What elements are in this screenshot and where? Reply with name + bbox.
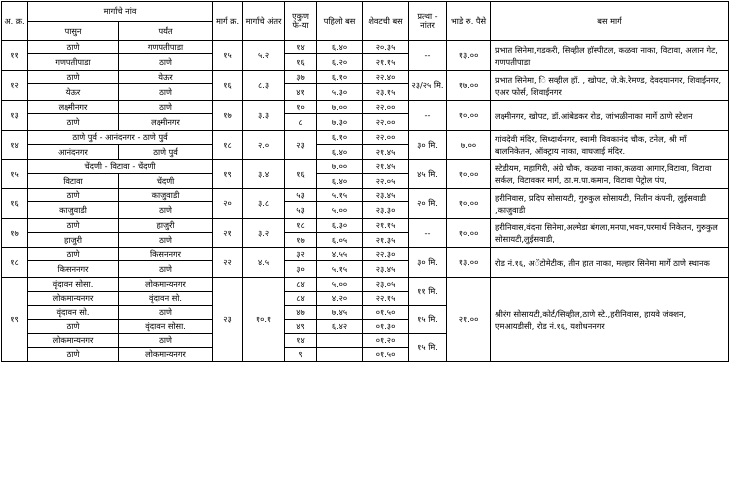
- frequency-cell: --: [409, 41, 447, 71]
- first-bus-cell: ७.३०: [317, 114, 363, 131]
- from-cell: ठाणे: [28, 189, 119, 202]
- last-bus-cell: २२.१५: [363, 292, 409, 306]
- table-row: [2, 101, 729, 114]
- route-no-cell: १८: [213, 131, 243, 160]
- trips-cell: १०: [285, 101, 317, 114]
- trips-cell: ३२: [285, 248, 317, 261]
- frequency-cell: २३/२५ मि.: [409, 71, 447, 101]
- sr-cell: १८: [2, 248, 28, 278]
- bus-route-cell: गांवदेवी मंदिर, सिध्दार्थनगर, स्वामी विवकानंद चौक, टनेल, श्री माँ बालनिकेतन, ऑक्ट्राय नाका, वाघजाई मंदिर.: [491, 131, 729, 160]
- from-cell: ठाणे: [28, 71, 119, 84]
- table-row: [2, 160, 729, 174]
- distance-cell: ३.३: [243, 101, 285, 131]
- bus-route-cell: हरीनिवास,वंदना सिनेमा,अल्मेडा बंगला,मनपा,भवन,परमार्थ निकेतन, गुरुकुल सोसायटी,लुईसवाडी,: [491, 219, 729, 248]
- sr-cell: १६: [2, 189, 28, 219]
- last-bus-cell: २२.००: [363, 101, 409, 114]
- bus-route-cell: प्रभात सिनेमा, ि सव्हील हॉ. , खोपट, जे.के.रेमण्ड, देवदयानगर, शिवाईनगर, एअर फोर्स, शिवाईनगर: [491, 71, 729, 101]
- to-cell: ठाणे: [119, 261, 213, 278]
- bus-route-cell: हरीनिवास, प्रदिप सोसायटी, गुरुकुल सोसायटी, नितीन कंपनी, लुईसवाडी ,काजुवाडी: [491, 189, 729, 219]
- header-route-name: मार्गाचे नांव: [28, 2, 213, 22]
- from-cell: गणपतीपाडा: [28, 54, 119, 71]
- sr-cell: १७: [2, 219, 28, 248]
- trips-cell: ३०: [285, 261, 317, 278]
- last-bus-cell: २२.३०: [363, 248, 409, 261]
- header-sr: अ. क्र.: [2, 2, 28, 41]
- bus-route-cell: प्रभात सिनेमा,गडकरी, सिव्हील हॉस्पीटल, कळवा नाका, विटावा, अलान गेट, गणपतीपाडा: [491, 41, 729, 71]
- last-bus-cell: २०.३५: [363, 41, 409, 54]
- trips-cell: १६: [285, 160, 317, 189]
- last-bus-cell: २२.००: [363, 131, 409, 145]
- from-cell: ठाणे पुर्व - आनंदनगर - ठाणे पुर्व: [28, 131, 213, 145]
- route-no-cell: २२: [213, 248, 243, 278]
- route-no-cell: १६: [213, 71, 243, 101]
- last-bus-cell: ०१.३०: [363, 320, 409, 334]
- last-bus-cell: २१.१५: [363, 219, 409, 233]
- first-bus-cell: ६.१०: [317, 131, 363, 145]
- sr-cell: १२: [2, 71, 28, 101]
- route-no-cell: १५: [213, 41, 243, 71]
- to-cell: ठाणे: [119, 334, 213, 348]
- trips-cell: १४: [285, 334, 317, 348]
- frequency-cell: --: [409, 219, 447, 248]
- last-bus-cell: २३.४५: [363, 189, 409, 202]
- bus-route-cell: श्रीरंग सोसायटी,कोर्ट/सिव्हील,ठाणे स्टे.,हरीनिवास, हायवे जंक्शन, एमआयडीसी, रोड नं.१६, यशोधननगर: [491, 278, 729, 362]
- to-cell: लोकमान्यनगर: [119, 278, 213, 292]
- from-cell: आनंदनगर: [28, 145, 119, 160]
- last-bus-cell: २३.१५: [363, 84, 409, 101]
- fare-cell: ७.००: [447, 131, 491, 160]
- bus-route-cell: रोड नं.१६, अॅटोमेटीक, तीन हात नाका, मल्हार सिनेमा मार्गे ठाणे स्थानक: [491, 248, 729, 278]
- from-cell: ठाणे: [28, 348, 119, 362]
- table-row: [2, 131, 729, 145]
- header-to: पर्यंत: [119, 22, 213, 41]
- trips-cell: ३७: [285, 71, 317, 84]
- first-bus-cell: ६.४२: [317, 320, 363, 334]
- last-bus-cell: २१.१५: [363, 54, 409, 71]
- trips-cell: ८४: [285, 292, 317, 306]
- header-bus-route: बस मार्ग: [491, 2, 729, 41]
- from-cell: ठाणे: [28, 219, 119, 233]
- first-bus-cell: ६.४०: [317, 41, 363, 54]
- table-row: [2, 278, 729, 292]
- header-frequency: प्रत्था - नांतर: [409, 2, 447, 41]
- route-no-cell: १९: [213, 160, 243, 189]
- first-bus-cell: ५.१५: [317, 261, 363, 278]
- first-bus-cell: ६.४०: [317, 145, 363, 160]
- trips-cell: १८: [285, 219, 317, 233]
- header-fare: भाडे रु. पैसे: [447, 2, 491, 41]
- first-bus-cell: ६.०५: [317, 233, 363, 248]
- header-route-no: मार्ग क्र.: [213, 2, 243, 41]
- trips-cell: ९: [285, 348, 317, 362]
- fare-cell: २१.००: [447, 278, 491, 362]
- distance-cell: ३.२: [243, 219, 285, 248]
- first-bus-cell: ५.३०: [317, 84, 363, 101]
- to-cell: काजुवाडी: [119, 189, 213, 202]
- first-bus-cell: ६.२०: [317, 54, 363, 71]
- last-bus-cell: २२.०५: [363, 174, 409, 189]
- table-row: [2, 71, 729, 84]
- from-cell: चेंदणी - विटावा - चेंदणी: [28, 160, 213, 174]
- fare-cell: १०.००: [447, 219, 491, 248]
- last-bus-cell: ०१.२०: [363, 334, 409, 348]
- to-cell: ठाणे पुर्व: [119, 145, 213, 160]
- first-bus-cell: [317, 348, 363, 362]
- first-bus-cell: ४.५५: [317, 248, 363, 261]
- last-bus-cell: २३.३०: [363, 202, 409, 219]
- from-cell: ठाणे: [28, 320, 119, 334]
- to-cell: वृंदावन सोसा.: [119, 320, 213, 334]
- first-bus-cell: ५.००: [317, 278, 363, 292]
- from-cell: ठाणे: [28, 114, 119, 131]
- route-no-cell: २०: [213, 189, 243, 219]
- first-bus-cell: ७.००: [317, 160, 363, 174]
- trips-cell: २३: [285, 131, 317, 160]
- header-first-bus: पहिलो बस: [317, 2, 363, 41]
- fare-cell: १०.००: [447, 160, 491, 189]
- to-cell: वृंदावन सो.: [119, 292, 213, 306]
- to-cell: चेंदणी: [119, 174, 213, 189]
- frequency-cell: ३० मि.: [409, 248, 447, 278]
- from-cell: वृंदावन सो.: [28, 306, 119, 320]
- trips-cell: १६: [285, 54, 317, 71]
- to-cell: ठाणे: [119, 233, 213, 248]
- trips-cell: १७: [285, 233, 317, 248]
- trips-cell: ५३: [285, 189, 317, 202]
- to-cell: ठाणे: [119, 101, 213, 114]
- distance-cell: ५.२: [243, 41, 285, 71]
- first-bus-cell: ५.१५: [317, 189, 363, 202]
- from-cell: वृंदावन सोसा.: [28, 278, 119, 292]
- from-cell: काजुवाडी: [28, 202, 119, 219]
- last-bus-cell: २१.४५: [363, 160, 409, 174]
- distance-cell: ३.४: [243, 160, 285, 189]
- from-cell: लोकमान्यनगर: [28, 292, 119, 306]
- header-distance: मार्गाचे अंतर: [243, 2, 285, 41]
- last-bus-cell: २२.००: [363, 114, 409, 131]
- trips-cell: ४९: [285, 320, 317, 334]
- distance-cell: ४.५: [243, 248, 285, 278]
- to-cell: गणपतीपाडा: [119, 41, 213, 54]
- from-cell: ठाणे: [28, 248, 119, 261]
- frequency-cell: २० मि.: [409, 189, 447, 219]
- last-bus-cell: २३.०५: [363, 278, 409, 292]
- first-bus-cell: ७.४५: [317, 306, 363, 320]
- from-cell: येऊर: [28, 84, 119, 101]
- from-cell: ठाणे: [28, 41, 119, 54]
- first-bus-cell: ५.००: [317, 202, 363, 219]
- last-bus-cell: ०१.५०: [363, 306, 409, 320]
- sr-cell: १३: [2, 101, 28, 131]
- last-bus-cell: २२.४०: [363, 71, 409, 84]
- first-bus-cell: ६.१०: [317, 71, 363, 84]
- fare-cell: १७.००: [447, 71, 491, 101]
- fare-cell: १०.००: [447, 101, 491, 131]
- header-trips: एकुण फे-या: [285, 2, 317, 41]
- last-bus-cell: ०१.५०: [363, 348, 409, 362]
- table-row: [2, 219, 729, 233]
- fare-cell: १३.००: [447, 248, 491, 278]
- sr-cell: १९: [2, 278, 28, 362]
- to-cell: ठाणे: [119, 54, 213, 71]
- distance-cell: ८.३: [243, 71, 285, 101]
- to-cell: येऊर: [119, 71, 213, 84]
- from-cell: किसननगर: [28, 261, 119, 278]
- first-bus-cell: ७.००: [317, 101, 363, 114]
- sr-cell: १५: [2, 160, 28, 189]
- last-bus-cell: २१.४५: [363, 145, 409, 160]
- bus-schedule-table: [1, 1, 729, 362]
- distance-cell: २.०: [243, 131, 285, 160]
- route-no-cell: २१: [213, 219, 243, 248]
- last-bus-cell: २१.३५: [363, 233, 409, 248]
- first-bus-cell: ६.४०: [317, 174, 363, 189]
- bus-route-cell: लक्ष्मीनगर, खोपट, डॉ.आंबेडकर रोड, जांभळीनाका मार्गे ठाणे स्टेशन: [491, 101, 729, 131]
- fare-cell: १०.००: [447, 189, 491, 219]
- route-no-cell: २३: [213, 278, 243, 362]
- to-cell: हाजुरी: [119, 219, 213, 233]
- first-bus-cell: ४.२०: [317, 292, 363, 306]
- route-no-cell: १७: [213, 101, 243, 131]
- frequency-cell: ३० मि.: [409, 131, 447, 160]
- frequency-cell: १५ मि.: [409, 306, 447, 334]
- last-bus-cell: २३.४५: [363, 261, 409, 278]
- trips-cell: ८: [285, 114, 317, 131]
- trips-cell: ४१: [285, 84, 317, 101]
- distance-cell: ३.८: [243, 189, 285, 219]
- sr-cell: १४: [2, 131, 28, 160]
- header-last-bus: शेवटची बस: [363, 2, 409, 41]
- to-cell: ठाणे: [119, 306, 213, 320]
- first-bus-cell: ६.३०: [317, 219, 363, 233]
- first-bus-cell: [317, 334, 363, 348]
- table-row: [2, 248, 729, 261]
- from-cell: हाजुरी: [28, 233, 119, 248]
- frequency-cell: --: [409, 101, 447, 131]
- frequency-cell: ११ मि.: [409, 278, 447, 306]
- trips-cell: ८४: [285, 278, 317, 292]
- trips-cell: ५३: [285, 202, 317, 219]
- fare-cell: १३.००: [447, 41, 491, 71]
- from-cell: विटावा: [28, 174, 119, 189]
- trips-cell: १४: [285, 41, 317, 54]
- frequency-cell: १५ मि.: [409, 334, 447, 362]
- table-row: [2, 189, 729, 202]
- distance-cell: १०.१: [243, 278, 285, 362]
- frequency-cell: ४५ मि.: [409, 160, 447, 189]
- bus-route-cell: स्टेडीयम, महागिरी, अंग्रे चौक, कळवा नाका,कळवा आगार,विटावा, विटावा सर्कल, विटावकर मार्ग, ठा.म.पा.कमान, विटावा पेट्रोल पंप,: [491, 160, 729, 189]
- to-cell: ठाणे: [119, 84, 213, 101]
- trips-cell: ४७: [285, 306, 317, 320]
- to-cell: किसननगर: [119, 248, 213, 261]
- header-from: पासुन: [28, 22, 119, 41]
- to-cell: लोकमान्यनगर: [119, 348, 213, 362]
- sr-cell: ११: [2, 41, 28, 71]
- to-cell: लक्ष्मीनगर: [119, 114, 213, 131]
- from-cell: लोकमान्यनगर: [28, 334, 119, 348]
- from-cell: लक्ष्मीनगर: [28, 101, 119, 114]
- table-row: [2, 41, 729, 54]
- to-cell: ठाणे: [119, 202, 213, 219]
